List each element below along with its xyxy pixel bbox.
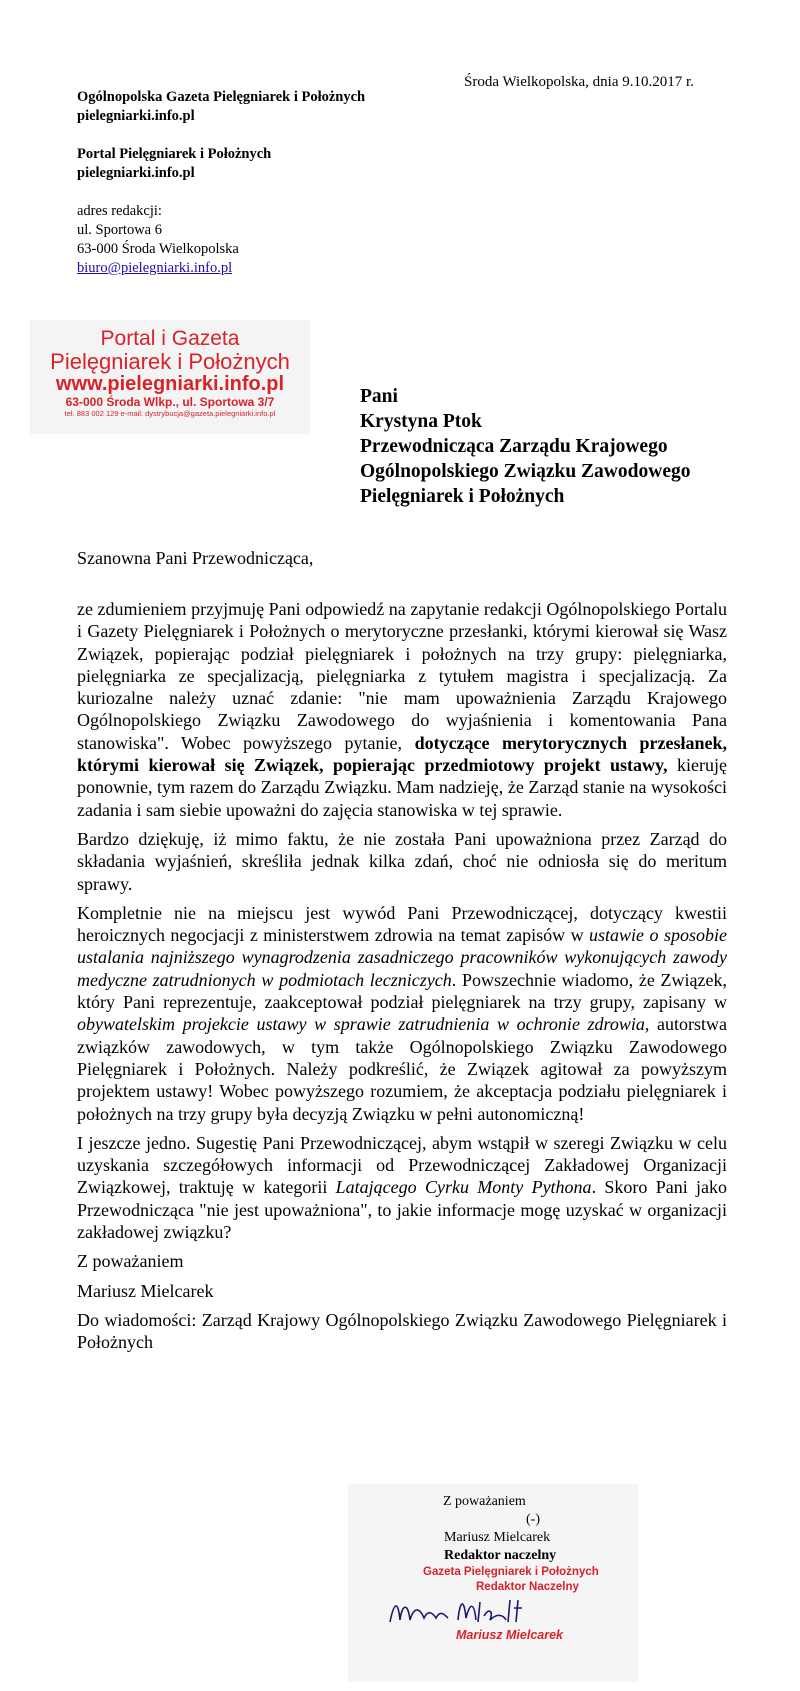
p3-text-c: , autorstwa związków zawodowych, w tym także Ogólnopolskiego Związku Zawodowego Pielęgniarek i Położnych. Należy podkreślić, że Związek agitował za powyższym projektem ustawy! Wobec powyższego rozumiem, że akceptacja podziału pielęgniarek i położnych na trzy grupy była decyzją Związku w pełni autonomiczną! bbox=[77, 1014, 728, 1124]
stamp-line2: Pielęgniarek i Położnych bbox=[50, 349, 290, 374]
paragraph-1 bbox=[77, 598, 727, 821]
p1-text-c: kieruję ponownie, tym razem do Zarządu Związku. Mam nadzieję, że Zarząd stanie na wysokości zadania i sam siebie upoważni do zajęcia stanowiska w tej sprawie. bbox=[77, 755, 727, 820]
p4-text-b: . Skoro Pani jako Przewodnicząca "nie jest upoważniona", to jakie informacje mogę uzyskać w organizacji zakładowej związku? bbox=[77, 1177, 727, 1243]
sig-role: Redaktor naczelny bbox=[444, 1548, 557, 1563]
sig-stamp-name: Mariusz Mielcarek bbox=[456, 1628, 563, 1642]
sender-org2-site: pielegniarki.info.pl bbox=[77, 165, 195, 181]
date-line: Środa Wielkopolska, dnia 9.10.2017 r. bbox=[464, 74, 694, 90]
sender-block bbox=[77, 88, 365, 278]
recipient-line1: Pani bbox=[360, 386, 398, 407]
paragraph-2: Bardzo dziękuję, iż mimo faktu, że nie została Pani upoważniona przez Zarząd do składania wyjaśnień, skreśliła jednak kilka zdań, choć nie odniosła się do meritum sprawy. bbox=[77, 828, 727, 894]
address-street: ul. Sportowa 6 bbox=[77, 222, 162, 238]
recipient-line4: Ogólnopolskiego Związku Zawodowego bbox=[360, 461, 691, 482]
signer-name: Mariusz Mielcarek bbox=[77, 1280, 214, 1301]
recipient-line5: Pielęgniarek i Położnych bbox=[360, 486, 565, 507]
stamp-line1: Portal i Gazeta bbox=[100, 327, 240, 350]
letter-body bbox=[77, 598, 727, 1361]
p3-text-b: . Powszechnie wiadomo, że Związek, który Pani reprezentuje, zaakceptował podział pielęgniarek na trzy grupy, zapisany w bbox=[77, 969, 727, 1013]
paragraph-3 bbox=[77, 902, 727, 1125]
sig-stamp-line2: Redaktor Naczelny bbox=[476, 1581, 579, 1593]
cc-line: Do wiadomości: Zarząd Krajowy Ogólnopolskiego Związku Zawodowego Pielęgniarek i Położnych bbox=[77, 1309, 727, 1353]
p3-text-a: Kompletnie nie na miejscu jest wywód Pani Przewodniczącej, dotyczący kwestii heroicznych negocjacji z ministerstwem zdrowia na temat zapisów w bbox=[77, 902, 727, 946]
p4-text-a: I jeszcze jedno. Sugestię Pani Przewodniczącej, abym wstąpił w szeregi Związku w celu uzyskania szczegółowych informacji od Przewodniczącej Zakładowej Organizacji Związkowej, traktuję w kategorii bbox=[77, 1132, 727, 1198]
recipient-block bbox=[360, 384, 690, 509]
address-label: adres redakcji: bbox=[77, 203, 162, 219]
email-link[interactable]: biuro@pielegniarki.info.pl bbox=[77, 260, 233, 276]
handwritten-signature-icon bbox=[386, 1592, 536, 1632]
paragraph-4 bbox=[77, 1132, 727, 1243]
sender-org2-name: Portal Pielęgniarek i Położnych bbox=[77, 146, 272, 162]
closing: Z poważaniem bbox=[77, 1251, 184, 1272]
sender-org1-name: Ogólnopolska Gazeta Pielęgniarek i Położnych bbox=[77, 89, 366, 105]
stamp-line5: tel. 883 002 129 e-mail: dystrybucja@gazeta.pielegniarki.info.pl bbox=[64, 409, 276, 418]
address-city: 63-000 Środa Wielkopolska bbox=[77, 241, 239, 257]
p3-italic-1: ustawie o sposobie ustalania najniższego wynagrodzenia zasadniczego pracowników wykonujących zawody medyczne zatrudnionych w podmiotach leczniczych bbox=[77, 925, 727, 990]
publisher-stamp bbox=[30, 320, 310, 434]
p4-italic: Latającego Cyrku Monty Pythona bbox=[335, 1177, 592, 1198]
p1-text-a: ze zdumieniem przyjmuję Pani odpowiedź na zapytanie redakcji Ogólnopolskiego Portalu i Gazety Pielęgniarek i Położnych o merytoryczne przesłanki, którymi kierował się Wasz Związek, popierając podział pielęgniarek i położnych na trzy grupy: pielęgniarka, pielęgniarka ze specjalizacją, pielęgniarka z tytułem magistra i specjalizacją. Za kuriozalne należy uznać zdanie: "nie mam upoważnienia Zarządu Krajowego Ogólnopolskiego Związku Zawodowego do wyjaśnienia i komentowania Pana stanowiska". Wobec powyższego pytanie, bbox=[77, 599, 727, 753]
sig-stamp-line1: Gazeta Pielęgniarek i Położnych bbox=[423, 1566, 599, 1578]
salutation: Szanowna Pani Przewodnicząca, bbox=[77, 548, 314, 568]
sender-org1-site: pielegniarki.info.pl bbox=[77, 108, 195, 124]
recipient-line2: Krystyna Ptok bbox=[360, 411, 482, 432]
recipient-line3: Przewodnicząca Zarządu Krajowego bbox=[360, 436, 668, 457]
p3-italic-2: obywatelskim projekcie ustawy w sprawie zatrudnienia w ochronie zdrowia bbox=[77, 1014, 645, 1035]
sig-name: Mariusz Mielcarek bbox=[444, 1530, 551, 1545]
signature-block bbox=[348, 1484, 638, 1682]
stamp-line4: 63-000 Środa Wlkp., ul. Sportowa 3/7 bbox=[65, 395, 275, 409]
sig-mark: (-) bbox=[526, 1512, 540, 1527]
stamp-line3: www.pielegniarki.info.pl bbox=[55, 373, 285, 395]
p1-bold: dotyczące merytorycznych przesłanek, którymi kierował się Związek, popierając przedmiotowy projekt ustawy, bbox=[77, 732, 727, 776]
sig-closing: Z poważaniem bbox=[443, 1494, 526, 1509]
